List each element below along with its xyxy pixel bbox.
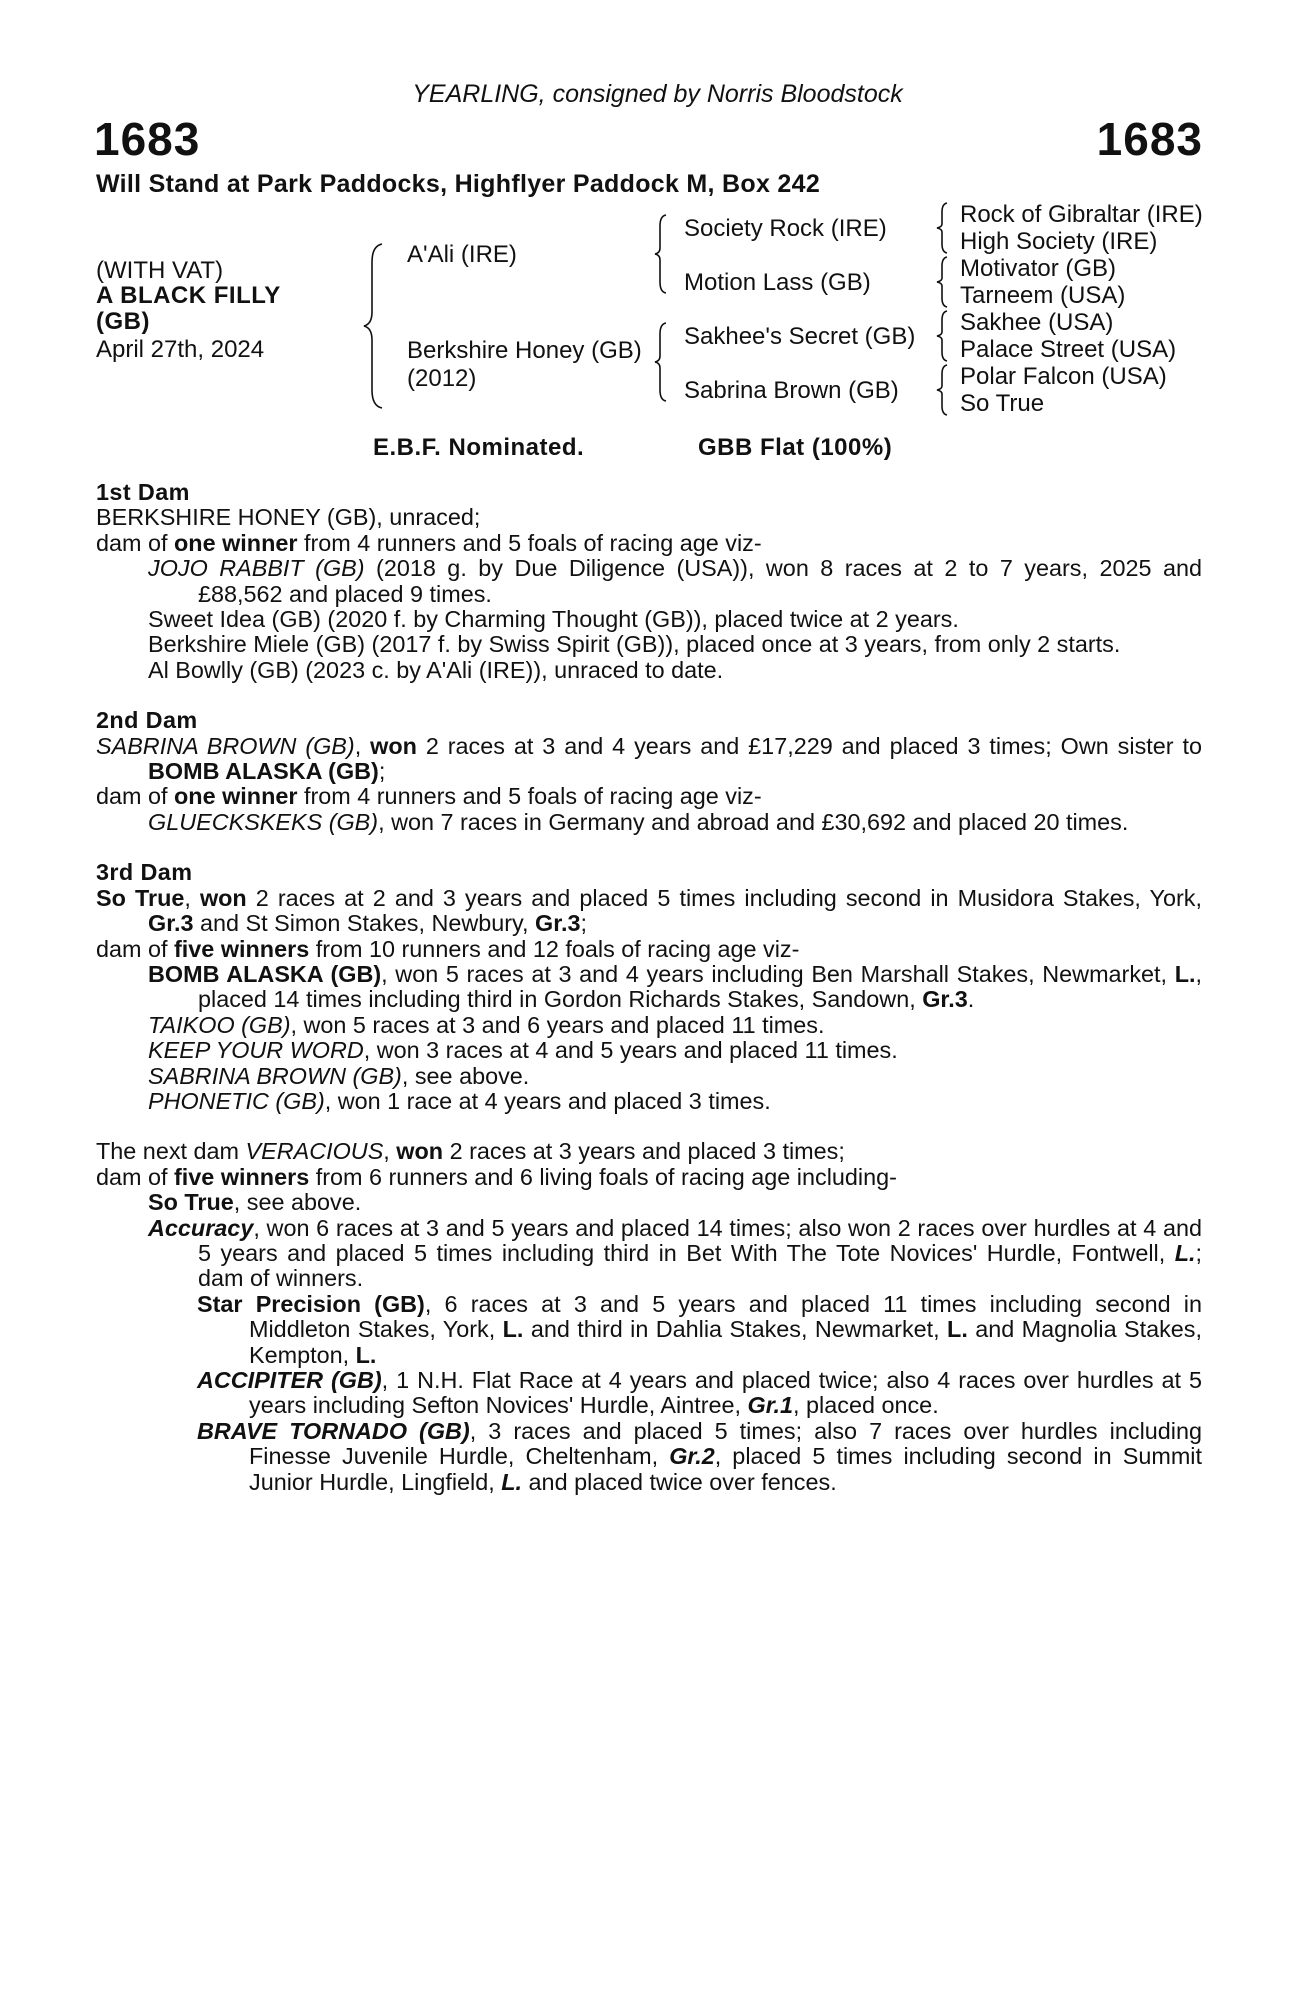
offspring-entry: PHONETIC (GB), won 1 race at 4 years and placed 3 times.	[148, 1087, 771, 1114]
offspring-entry: KEEP YOUR WORD, won 3 races at 4 and 5 years and placed 11 times.	[148, 1037, 898, 1064]
sale-subtitle: YEARLING, consigned by Norris Bloodstock	[412, 80, 903, 108]
offspring-entry: TAIKOO (GB), won 5 races at 3 and 6 years and placed 11 times.	[148, 1011, 825, 1038]
offspring-entry: SABRINA BROWN (GB), see above.	[148, 1062, 530, 1089]
foaling-date: April 27th, 2024	[96, 336, 265, 363]
offspring-entry: Accuracy, won 6 races at 3 and 5 years and placed 14 times; also won 2 races over hurdles at 4 and 5 years and placed 5 times including third in Bet With The Tote Novices' Hurdle, Fontwell, L.; dam of winners.	[148, 1214, 1202, 1292]
dam-dam: Sabrina Brown (GB)	[684, 377, 899, 404]
offspring-entry: GLUECKSKEKS (GB), won 7 races in Germany and abroad and £30,692 and placed 20 times.	[148, 808, 1129, 835]
offspring-entry: Al Bowlly (GB) (2023 c. by A'Ali (IRE)), unraced to date.	[148, 656, 724, 683]
offspring-entry: So True, see above.	[148, 1189, 362, 1216]
dam: Berkshire Honey (GB)	[407, 337, 642, 364]
third-dam-name: So True, won 2 races at 2 and 3 years and placed 5 times including second in Musidora Stakes, York, Gr.3 and St Simon Stakes, Newbury, Gr.3;	[96, 884, 1203, 937]
third-dam-heading: 3rd Dam	[96, 859, 193, 886]
ggp-1: Rock of Gibraltar (IRE)	[960, 201, 1203, 228]
sire-sire: Society Rock (IRE)	[684, 215, 887, 242]
dam-foaling-year: (2012)	[407, 365, 477, 392]
pedigree-brace-sire	[652, 212, 672, 296]
next-dam-name: The next dam VERACIOUS, won 2 races at 3 years and placed 3 times;	[96, 1138, 845, 1165]
offspring-entry: JOJO RABBIT (GB) (2018 g. by Due Diligence (USA)), won 8 races at 2 to 7 years, 2025 and £88,562 and placed 9 times.	[148, 555, 1202, 607]
first-dam-heading: 1st Dam	[96, 479, 190, 505]
horse-name-country: (GB)	[96, 308, 150, 335]
second-dam-heading: 2nd Dam	[96, 707, 198, 734]
stabling-location: Will Stand at Park Paddocks, Highflyer Paddock M, Box 242	[96, 170, 821, 198]
offspring-entry: Sweet Idea (GB) (2020 f. by Charming Thought (GB)), placed twice at 2 years.	[148, 606, 959, 633]
first-dam-name: BERKSHIRE HONEY (GB), unraced;	[96, 504, 481, 531]
next-dam-record: dam of five winners from 6 runners and 6 living foals of racing age including-	[96, 1163, 897, 1190]
pedigree-brace-main	[360, 240, 390, 410]
pedigree-brace-ggp-4	[934, 362, 952, 418]
pedigree-brace-ggp-3	[934, 308, 952, 364]
horse-name: A BLACK FILLY	[96, 282, 281, 309]
lot-number-left: 1683	[94, 113, 201, 165]
dam-sire: Sakhee's Secret (GB)	[684, 323, 916, 350]
ggp-3: Motivator (GB)	[960, 255, 1117, 282]
offspring-entry: Berkshire Miele (GB) (2017 f. by Swiss Spirit (GB)), placed once at 3 years, from only 2 starts.	[148, 631, 1121, 658]
catalogue-body	[96, 480, 1202, 1495]
second-dam-record: dam of one winner from 4 runners and 5 foals of racing age viz-	[96, 783, 762, 810]
pedigree-brace-ggp-1	[934, 200, 952, 256]
lot-number-right: 1683	[1096, 113, 1203, 165]
grand-offspring-entry: BRAVE TORNADO (GB), 3 races and placed 5 times; also 7 races over hurdles including Finesse Juvenile Hurdle, Cheltenham, Gr.2, placed 5 times including second in Summit Junior Hurdle, Lingfield, L. and placed twice over fences.	[197, 1417, 1203, 1495]
offspring-entry: BOMB ALASKA (GB), won 5 races at 3 and 4 years including Ben Marshall Stakes, Newmarket, L., placed 14 times including third in Gordon Richards Stakes, Sandown, Gr.3.	[148, 960, 1202, 1013]
pedigree-brace-dam	[652, 320, 672, 404]
first-dam-record: dam of one winner from 4 runners and 5 foals of racing age viz-	[96, 529, 762, 556]
sire-dam: Motion Lass (GB)	[684, 269, 871, 296]
vat-label: (WITH VAT)	[96, 257, 224, 284]
ggp-6: Palace Street (USA)	[960, 336, 1177, 363]
sire: A'Ali (IRE)	[407, 241, 517, 268]
grand-offspring-entry: Star Precision (GB), 6 races at 3 and 5 years and placed 11 times including second in Middleton Stakes, York, L. and third in Dahlia Stakes, Newmarket, L. and Magnolia Stakes, Kempton, L.	[197, 1290, 1203, 1368]
ggp-8: So True	[960, 390, 1045, 417]
second-dam-name: SABRINA BROWN (GB), won 2 races at 3 and 4 years and £17,229 and placed 3 times; Own sister to BOMB ALASKA (GB);	[96, 732, 1202, 785]
pedigree-brace-ggp-2	[934, 254, 952, 310]
ebf-nominated: E.B.F. Nominated.	[373, 434, 585, 461]
grand-offspring-entry: ACCIPITER (GB), 1 N.H. Flat Race at 4 years and placed twice; also 4 races over hurdles at 5 years including Sefton Novices' Hurdle, Aintree, Gr.1, placed once.	[197, 1367, 1202, 1419]
ggp-7: Polar Falcon (USA)	[960, 363, 1167, 390]
ggp-5: Sakhee (USA)	[960, 309, 1114, 336]
ggp-4: Tarneem (USA)	[960, 282, 1126, 309]
gbb-flat: GBB Flat (100%)	[698, 434, 893, 461]
ggp-2: High Society (IRE)	[960, 228, 1158, 255]
third-dam-record: dam of five winners from 10 runners and 12 foals of racing age viz-	[96, 935, 800, 962]
